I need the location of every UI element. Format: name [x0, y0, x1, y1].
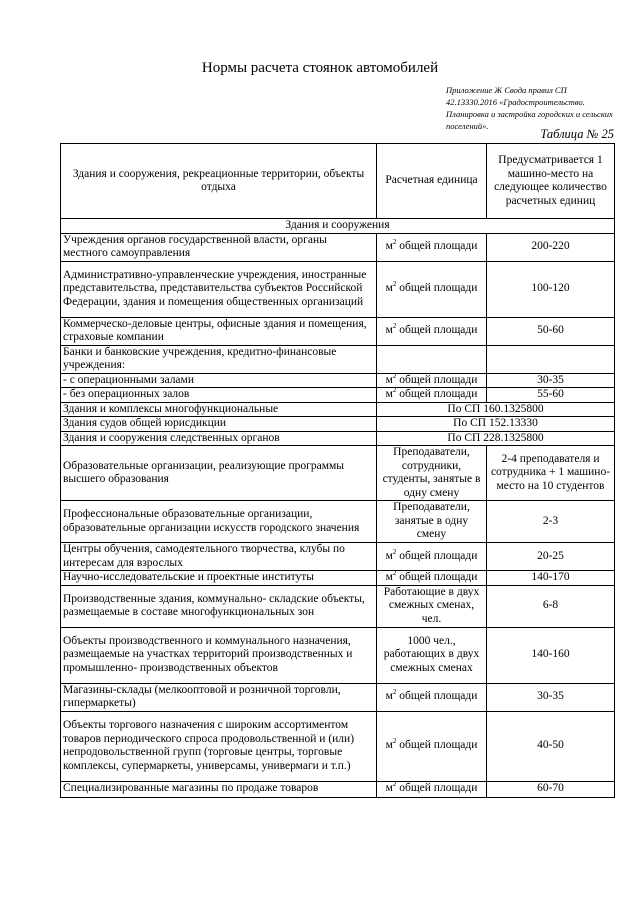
object-name-cell: - с операционными залами — [61, 373, 377, 388]
table-row — [61, 317, 615, 345]
norm-value-cell: 50-60 — [487, 317, 615, 345]
norm-value-cell: 30-35 — [487, 373, 615, 388]
object-name-cell: - без операционных залов — [61, 388, 377, 403]
norm-value-cell — [487, 345, 615, 373]
page-title: Нормы расчета стоянок автомобилей — [201, 60, 439, 76]
table-row — [61, 261, 615, 317]
table-row — [61, 345, 615, 373]
unit-cell: Преподаватели, занятые в одну смену — [377, 501, 487, 543]
square-meter-symbol: $м^2$ — [385, 371, 397, 386]
norm-value-cell: 55-60 — [487, 388, 615, 403]
norm-value-cell: 30-35 — [487, 683, 615, 711]
square-meter-symbol: $м^2$ — [385, 386, 397, 400]
table-row — [61, 446, 615, 501]
norm-value-cell: 60-70 — [487, 781, 615, 797]
norm-value-cell: 2-4 преподавателя и сотрудника + 1 машино-место на 10 студентов — [487, 446, 615, 501]
unit-text: общей площади — [399, 782, 478, 795]
unit-cell: Работающие в двух смежных сменах, чел. — [377, 585, 487, 627]
object-name-cell: Магазины-склады (мелкооптовой и розничной торговли, гипермаркеты) — [61, 683, 377, 711]
unit-cell — [377, 543, 487, 571]
norm-reference-cell: По СП 152.13330 — [377, 417, 615, 432]
unit-cell — [377, 233, 487, 261]
unit-cell — [377, 781, 487, 797]
object-name-cell: Здания судов общей юрисдикции — [61, 417, 377, 432]
table-row — [61, 683, 615, 711]
section-row — [61, 219, 615, 234]
object-name-cell: Объекты торгового назначения с широким ассортиментом товаров периодического спроса продовольственной и (или) непродовольственной групп (торговые центры, торговые комплексы, супермаркеты, универсамы, универмаги и т.п.) — [61, 711, 377, 781]
object-name-cell: Здания и комплексы многофункциональные — [61, 402, 377, 417]
object-name-cell: Банки и банковские учреждения, кредитно-финансовые учреждения: — [61, 345, 377, 373]
norm-value-cell: 20-25 — [487, 543, 615, 571]
unit-text: общей площади — [399, 282, 478, 295]
object-name-cell: Учреждения органов государственной власти, органы местного самоуправления — [61, 233, 377, 261]
norm-value-cell: 140-170 — [487, 571, 615, 586]
table-row — [61, 388, 615, 403]
square-meter-symbol: $м^2$ — [385, 322, 397, 337]
object-name-cell: Производственные здания, коммунально- складские объекты, размещаемые в составе многофункциональных зон — [61, 585, 377, 627]
table-row — [61, 431, 615, 446]
unit-text: общей площади — [399, 739, 478, 752]
object-name-cell: Образовательные организации, реализующие программы высшего образования — [61, 446, 377, 501]
object-name-cell: Научно-исследовательские и проектные институты — [61, 571, 377, 586]
parking-norms-table — [60, 143, 615, 798]
section-title: Здания и сооружения — [61, 219, 615, 234]
object-name-cell: Административно-управленческие учреждения, иностранные представительства, представительства субъектов Российской Федерации, здания и помещения общественных организаций — [61, 261, 377, 317]
table-row — [61, 627, 615, 683]
unit-text: общей площади — [399, 240, 478, 253]
unit-cell — [377, 571, 487, 586]
norm-value-cell: 2-3 — [487, 501, 615, 543]
unit-cell — [377, 388, 487, 403]
table-row — [61, 373, 615, 388]
object-name-cell: Центры обучения, самодеятельного творчества, клубы по интересам для взрослых — [61, 543, 377, 571]
square-meter-symbol: $м^2$ — [385, 280, 397, 295]
square-meter-symbol: $м^2$ — [385, 780, 397, 795]
norm-value-cell: 6-8 — [487, 585, 615, 627]
table-row — [61, 402, 615, 417]
norm-value-cell: 100-120 — [487, 261, 615, 317]
object-name-cell: Профессиональные образовательные организации, образовательные организации искусств городского значения — [61, 501, 377, 543]
table-row — [61, 585, 615, 627]
unit-cell — [377, 317, 487, 345]
object-name-cell: Специализированные магазины по продаже товаров — [61, 781, 377, 797]
unit-text: общей площади — [399, 388, 478, 400]
table-row — [61, 571, 615, 586]
square-meter-symbol: $м^2$ — [385, 547, 397, 562]
header-norm: Предусматривается 1 машино-место на следующее количество расчетных единиц — [487, 144, 615, 219]
norm-value-cell: 40-50 — [487, 711, 615, 781]
unit-cell: 1000 чел., работающих в двух смежных сменах — [377, 627, 487, 683]
unit-text: общей площади — [399, 549, 478, 562]
unit-text: общей площади — [399, 324, 478, 337]
norm-reference-cell: По СП 160.1325800 — [377, 402, 615, 417]
table-header-row — [61, 144, 615, 219]
unit-cell — [377, 345, 487, 373]
norm-value-cell: 140-160 — [487, 627, 615, 683]
object-name-cell: Объекты производственного и коммунального назначения, размещаемые на участках территорий производственных и промышленно- производственных объектов — [61, 627, 377, 683]
table-row — [61, 501, 615, 543]
square-meter-symbol: $м^2$ — [385, 737, 397, 752]
unit-text: общей площади — [399, 373, 478, 386]
unit-text: общей площади — [399, 690, 478, 703]
unit-text: общей площади — [399, 571, 478, 583]
table-number: Таблица № 25 — [540, 127, 614, 141]
table-row — [61, 543, 615, 571]
norm-value-cell: 200-220 — [487, 233, 615, 261]
unit-cell — [377, 261, 487, 317]
table-row — [61, 417, 615, 432]
unit-cell — [377, 683, 487, 711]
square-meter-symbol: $м^2$ — [385, 688, 397, 703]
header-objects: Здания и сооружения, рекреационные территории, объекты отдыха — [61, 144, 377, 219]
appendix-note: Приложение Ж Свода правил СП 42.13330.2016 «Градостроительство. Планировка и застройка городских и сельских поселений». — [446, 85, 613, 131]
square-meter-symbol: $м^2$ — [385, 238, 397, 253]
unit-cell — [377, 711, 487, 781]
norm-reference-cell: По СП 228.1325800 — [377, 431, 615, 446]
object-name-cell: Коммерческо-деловые центры, офисные здания и помещения, страховые компании — [61, 317, 377, 345]
unit-cell: Преподаватели, сотрудники, студенты, занятые в одну смену — [377, 446, 487, 501]
header-unit: Расчетная единица — [377, 144, 487, 219]
object-name-cell: Здания и сооружения следственных органов — [61, 431, 377, 446]
table-row — [61, 781, 615, 797]
square-meter-symbol: $м^2$ — [385, 569, 397, 583]
table-row — [61, 711, 615, 781]
table-row — [61, 233, 615, 261]
